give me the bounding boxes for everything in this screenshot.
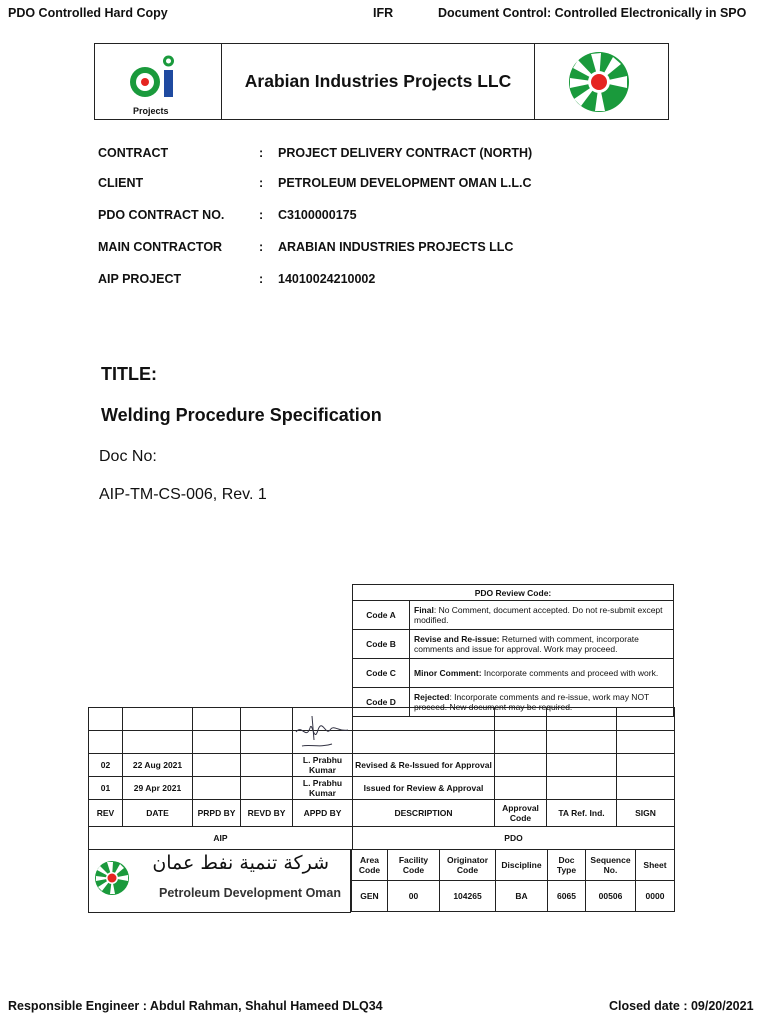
code-value-doc-type: 6065 — [548, 881, 586, 912]
col-header-revd: REVD BY — [241, 800, 293, 827]
code-value-originator: 104265 — [440, 881, 496, 912]
rev-revd — [241, 754, 293, 777]
review-desc-d: Rejected: Incorporate comments and re-issue, work may NOT proceed. New document may be required. — [410, 688, 674, 717]
doc-no-value: AIP-TM-CS-006, Rev. 1 — [99, 486, 267, 503]
code-header-area: Area Code — [352, 850, 388, 881]
review-code-header: PDO Review Code: — [353, 585, 674, 601]
info-value-main-contractor: ARABIAN INDUSTRIES PROJECTS LLC — [278, 240, 514, 254]
col-header-approval-code: Approval Code — [495, 800, 547, 827]
rev-appd: L. Prabhu Kumar — [293, 777, 353, 800]
info-sep: : — [259, 272, 264, 286]
top-bar-right: Document Control: Controlled Electronically in SPO — [438, 6, 747, 20]
info-sep: : — [259, 240, 264, 254]
col-header-appd: APPD BY — [293, 800, 353, 827]
top-bar-center: IFR — [373, 6, 394, 20]
pdo-emblem-icon — [535, 44, 668, 120]
info-label-pdo-contract-no: PDO CONTRACT NO. — [98, 208, 225, 222]
info-value-client: PETROLEUM DEVELOPMENT OMAN L.L.C — [278, 176, 532, 190]
section-pdo: PDO — [353, 827, 675, 850]
company-name: Arabian Industries Projects LLC — [244, 71, 512, 91]
code-header-discipline: Discipline — [496, 850, 548, 881]
rev-number: 02 — [89, 754, 123, 777]
rev-description: Revised & Re-Issued for Approval — [353, 754, 495, 777]
pdo-logo-block — [88, 850, 351, 913]
review-code-b: Code B — [353, 630, 410, 659]
col-header-description: DESCRIPTION — [353, 800, 495, 827]
code-header-originator: Originator Code — [440, 850, 496, 881]
col-header-prpd: PRPD BY — [193, 800, 241, 827]
top-bar-left: PDO Controlled Hard Copy — [8, 6, 168, 20]
aip-logo-cell — [95, 44, 222, 119]
review-desc-a: Final: No Comment, document accepted. Do not re-submit except modified. — [410, 601, 674, 630]
info-sep: : — [259, 146, 264, 160]
doc-code-table — [351, 850, 675, 912]
review-code-d: Code D — [353, 688, 410, 717]
code-value-area: GEN — [352, 881, 388, 912]
review-code-a: Code A — [353, 601, 410, 630]
header-box — [94, 43, 669, 120]
col-header-date: DATE — [123, 800, 193, 827]
signature-scribble — [292, 710, 354, 754]
info-label-main-contractor: MAIN CONTRACTOR — [98, 240, 223, 254]
rev-description: Issued for Review & Approval — [353, 777, 495, 800]
code-value-sequence: 00506 — [586, 881, 636, 912]
aip-logo-text: Projects — [133, 106, 169, 116]
rev-prpd — [193, 777, 241, 800]
col-header-sign: SIGN — [617, 800, 675, 827]
info-label-contract: CONTRACT — [98, 146, 169, 160]
review-code-c: Code C — [353, 659, 410, 688]
rev-date: 22 Aug 2021 — [123, 754, 193, 777]
info-value-pdo-contract-no: C3100000175 — [278, 208, 357, 222]
col-header-ta-ref: TA Ref. Ind. — [547, 800, 617, 827]
footer-closed-date: Closed date : 09/20/2021 — [609, 999, 754, 1013]
review-desc-c: Minor Comment: Incorporate comments and proceed with work. — [410, 659, 674, 688]
rev-revd — [241, 777, 293, 800]
code-value-sheet: 0000 — [636, 881, 675, 912]
pdo-emblem-icon — [94, 860, 130, 896]
review-desc-b: Revise and Re-issue: Returned with comment, incorporate comments and issue for approval. Work may proceed. — [410, 630, 674, 659]
rev-date: 29 Apr 2021 — [123, 777, 193, 800]
code-header-sequence: Sequence No. — [586, 850, 636, 881]
pdo-logo-cell — [534, 44, 668, 119]
code-value-facility: 00 — [388, 881, 440, 912]
pdo-arabic-name: شركة تنمية نفط عمان — [152, 852, 329, 874]
code-value-discipline: BA — [496, 881, 548, 912]
code-header-facility: Facility Code — [388, 850, 440, 881]
info-label-client: CLIENT — [98, 176, 144, 190]
rev-prpd — [193, 754, 241, 777]
code-header-sheet: Sheet — [636, 850, 675, 881]
info-value-aip-project: 14010024210002 — [278, 272, 376, 286]
info-label-aip-project: AIP PROJECT — [98, 272, 182, 286]
footer-responsible-engineer: Responsible Engineer : Abdul Rahman, Shahul Hameed DLQ34 — [8, 999, 383, 1013]
doc-no-label: Doc No: — [99, 448, 157, 465]
rev-appd: L. Prabhu Kumar — [293, 754, 353, 777]
document-title: Welding Procedure Specification — [101, 405, 382, 425]
info-sep: : — [259, 176, 264, 190]
revision-table — [88, 707, 675, 850]
review-code-table — [352, 584, 674, 717]
code-header-doc-type: Doc Type — [548, 850, 586, 881]
info-value-contract: PROJECT DELIVERY CONTRACT (NORTH) — [278, 146, 533, 160]
info-sep: : — [259, 208, 264, 222]
section-aip: AIP — [89, 827, 353, 850]
col-header-rev: REV — [89, 800, 123, 827]
title-label: TITLE: — [101, 364, 157, 384]
rev-number: 01 — [89, 777, 123, 800]
pdo-english-name: Petroleum Development Oman — [159, 886, 341, 900]
